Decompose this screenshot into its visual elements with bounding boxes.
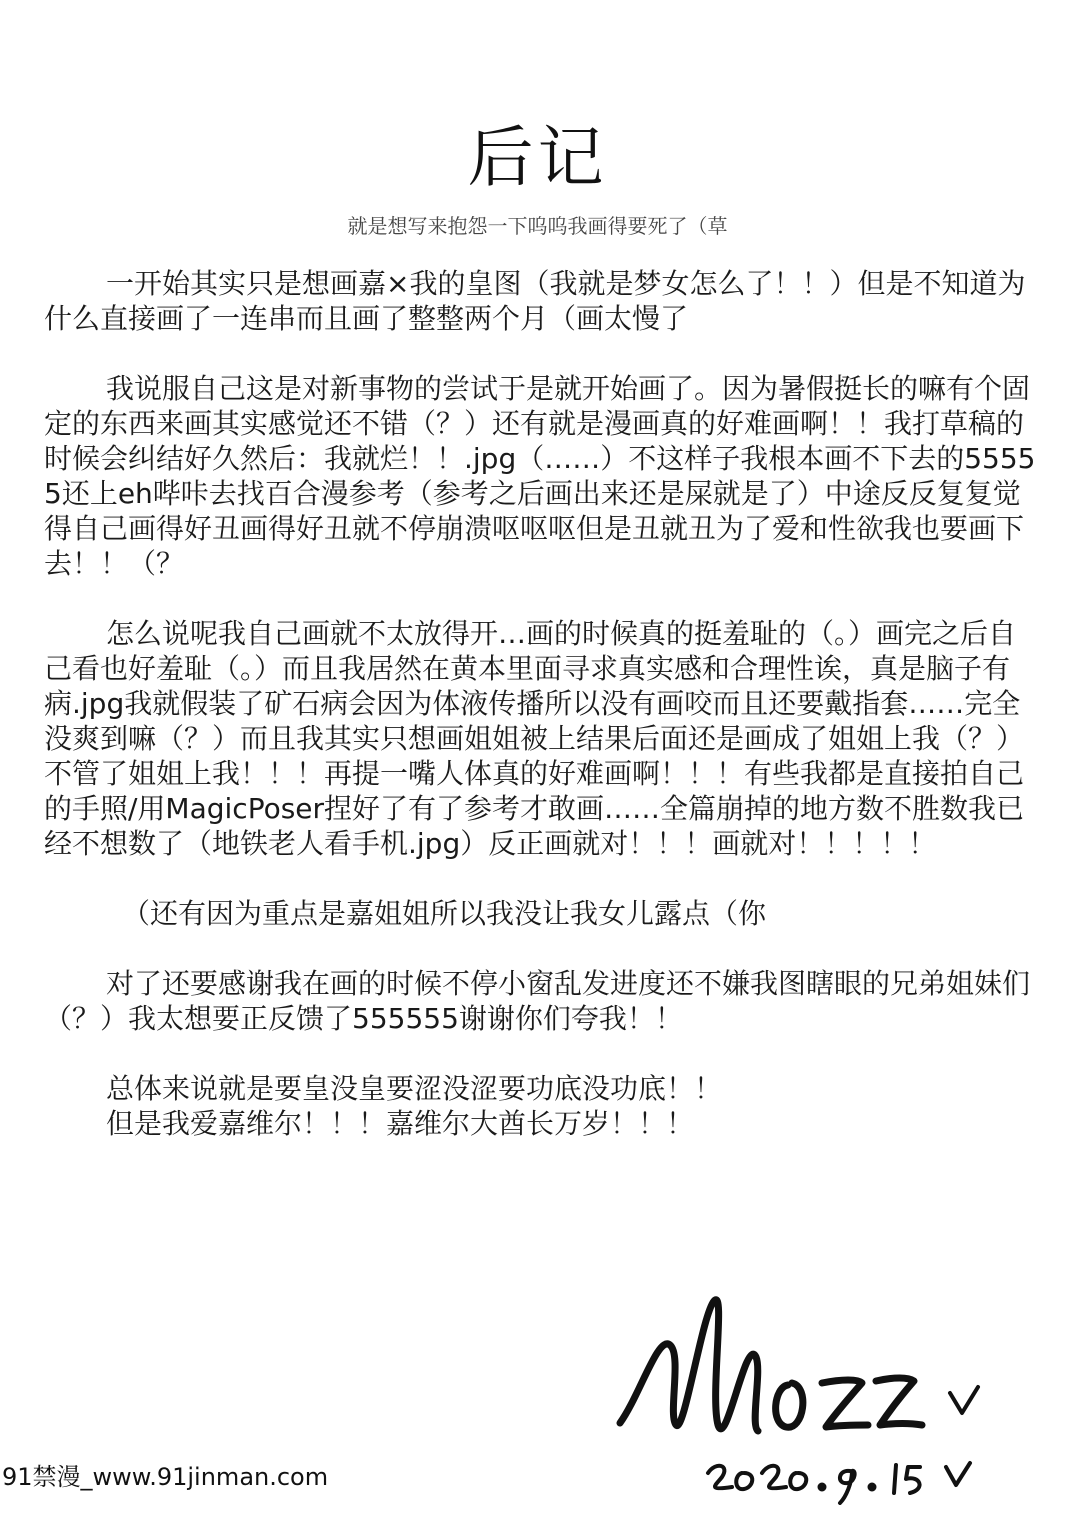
paragraph-4: （还有因为重点是嘉姐姐所以我没让我女儿露点（你 — [122, 897, 767, 930]
paragraph-6: 总体来说就是要皇没皇要涩没涩要功底没功底！！ — [106, 1072, 723, 1105]
paragraph-5: 对了还要感谢我在画的时候不停小窗乱发进度还不嫌我图瞎眼的兄弟姐妹们（？）我太想要正反馈了555555谢谢你们夸我！！ — [44, 967, 1031, 1035]
paragraph-2: 我说服自己这是对新事物的尝试于是就开始画了。因为暑假挺长的嘛有个固定的东西来画其实感觉还不错（？）还有就是漫画真的好难画啊！！我打草稿的时候会纠结好久然后：我就烂！！.jpg（……）不这样子我根本画不下去的55555还上eh哔咔去找百合漫参考（参考之后画出来还是屎就是了）中途反反复复觉得自己画得好丑画得好丑就不停崩溃呕呕呕但是丑就丑为了爱和性欲我也要画下去！！（？ — [44, 372, 1036, 580]
paragraph-1: 一开始其实只是想画嘉×我的皇图（我就是梦女怎么了！！）但是不知道为什么直接画了一连串而且画了整整两个月（画太慢了 — [44, 267, 1026, 335]
paragraph-3: 怎么说呢我自己画就不太放得开…画的时候真的挺羞耻的（。）画完之后自己看也好羞耻（。）而且我居然在黄本里面寻求真实感和合理性诶，真是脑子有病.jpg我就假装了矿石病会因为体液传播所以没有画咬而且还要戴指套……完全没爽到嘛（？）而且我其实只想画姐姐被上结果后面还是画成了姐姐上我（？）不管了姐姐上我！！！再提一嘴人体真的好难画啊！！！有些我都是直接拍自己的手照/用MagicPoser捏好了有了参考才敢画……全篇崩掉的地方数不胜数我已经不想数了（地铁老人看手机.jpg）反正画就对！！！画就对！！！！！ — [44, 617, 1025, 860]
afterword-body — [44, 266, 1036, 1141]
paragraph-7: 但是我爱嘉维尔！！！嘉维尔大酋长万岁！！！ — [106, 1107, 695, 1140]
watermark: 91禁漫_www.91jinman.com — [2, 1463, 329, 1491]
page-title: 后记 — [467, 119, 608, 196]
handwritten-signature — [610, 1275, 1010, 1505]
page-subtitle: 就是想写来抱怨一下呜呜我画得要死了（草 — [347, 214, 728, 238]
